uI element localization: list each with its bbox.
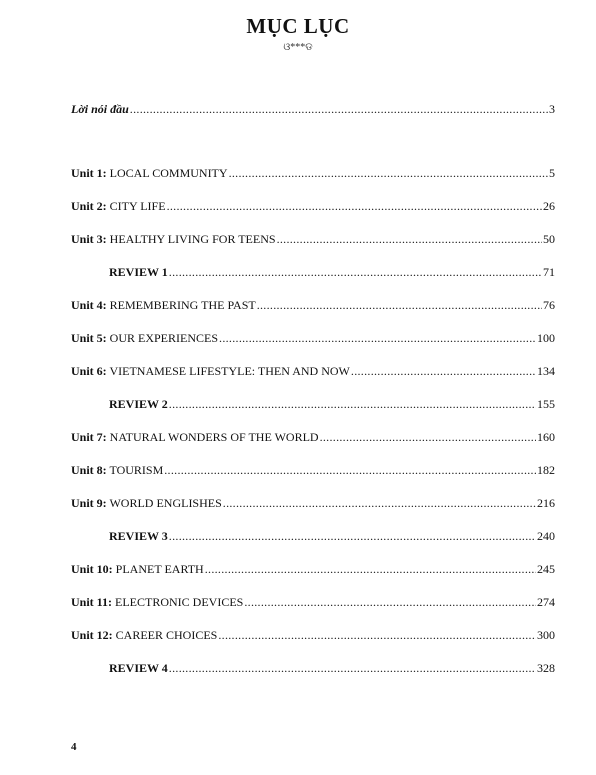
dot-leader — [244, 595, 536, 610]
toc-entry-review-1 — [71, 265, 555, 298]
toc-label: Unit 4: — [71, 298, 107, 312]
toc-page-number: 76 — [543, 298, 555, 312]
toc-label: Unit 10: — [71, 562, 113, 576]
toc-entry-unit-5 — [71, 331, 555, 364]
toc-title: ELECTRONIC DEVICES — [112, 595, 244, 609]
toc-title: OUR EXPERIENCES — [106, 331, 219, 345]
dot-leader — [219, 331, 536, 346]
dot-leader — [218, 628, 536, 643]
toc-entry-unit-3 — [71, 232, 555, 265]
toc-label: REVIEW 1 — [109, 265, 168, 279]
dot-leader — [169, 661, 536, 676]
toc-entry-unit-4 — [71, 298, 555, 331]
toc-title: TOURISM — [106, 463, 164, 477]
toc-page-number: 240 — [537, 529, 555, 543]
toc-title: NATURAL WONDERS OF THE WORLD — [106, 430, 319, 444]
toc-title: HEALTHY LIVING FOR TEENS — [106, 232, 276, 246]
title-ornament: ଓ***ଡ — [283, 42, 313, 53]
dot-leader — [130, 102, 548, 117]
toc-page-number: 100 — [537, 331, 555, 345]
toc-entry-unit-10 — [71, 562, 555, 595]
toc-page-number: 50 — [543, 232, 555, 246]
toc-label: REVIEW 2 — [109, 397, 168, 411]
dot-leader — [351, 364, 536, 379]
toc-title: PLANET EARTH — [112, 562, 204, 576]
toc-page-number: 3 — [549, 102, 555, 116]
toc-page-number: 300 — [537, 628, 555, 642]
toc-label: Lời nói đầu — [71, 102, 129, 116]
toc-page-number: 182 — [537, 463, 555, 477]
dot-leader — [320, 430, 536, 445]
toc-page-number: 216 — [537, 496, 555, 510]
toc-title: WORLD ENGLISHES — [106, 496, 222, 510]
dot-leader — [167, 199, 542, 214]
dot-leader — [277, 232, 542, 247]
toc-label: REVIEW 4 — [109, 661, 168, 675]
toc-label: Unit 12: — [71, 628, 113, 642]
toc-label: Unit 3: — [71, 232, 107, 246]
toc-title: REMEMBERING THE PAST — [106, 298, 256, 312]
toc-label: REVIEW 3 — [109, 529, 168, 543]
dot-leader — [229, 166, 548, 181]
toc-entry-unit-7 — [71, 430, 555, 463]
dot-leader — [257, 298, 542, 313]
toc-label: Unit 11: — [71, 595, 113, 609]
toc-label: Unit 1: — [71, 166, 107, 180]
page-folio-number: 4 — [71, 741, 77, 753]
toc-entry-unit-9 — [71, 496, 555, 529]
toc-label: Unit 6: — [71, 364, 107, 378]
toc-entry-review-4 — [71, 661, 555, 694]
toc-entry-unit-12 — [71, 628, 555, 661]
page-title: MỤC LỤC — [246, 14, 350, 38]
dot-leader — [223, 496, 536, 511]
toc-label: Unit 2: — [71, 199, 107, 213]
toc-page-number: 328 — [537, 661, 555, 675]
toc-label: Unit 8: — [71, 463, 107, 477]
dot-leader — [169, 265, 542, 280]
toc-entry-review-3 — [71, 529, 555, 562]
toc-page-number: 26 — [543, 199, 555, 213]
toc-entry-unit-1 — [71, 166, 555, 199]
toc-page-number: 245 — [537, 562, 555, 576]
dot-leader — [169, 397, 536, 412]
toc-label: Unit 7: — [71, 430, 107, 444]
toc-page-number: 71 — [543, 265, 555, 279]
toc-label: Unit 9: — [71, 496, 107, 510]
toc-entry-unit-11 — [71, 595, 555, 628]
toc-entry-preface — [71, 102, 555, 166]
toc-entry-review-2 — [71, 397, 555, 430]
toc-title: VIETNAMESE LIFESTYLE: THEN AND NOW — [106, 364, 350, 378]
toc-page-number: 155 — [537, 397, 555, 411]
toc-page-number: 5 — [549, 166, 555, 180]
toc-page-number: 160 — [537, 430, 555, 444]
toc-entry-unit-8 — [71, 463, 555, 496]
toc-title: CITY LIFE — [106, 199, 166, 213]
dot-leader — [169, 529, 536, 544]
dot-leader — [205, 562, 536, 577]
toc-title: LOCAL COMMUNITY — [106, 166, 228, 180]
toc-page-number: 134 — [537, 364, 555, 378]
dot-leader — [164, 463, 536, 478]
table-of-contents — [71, 102, 555, 694]
toc-title: CAREER CHOICES — [112, 628, 218, 642]
toc-page-number: 274 — [537, 595, 555, 609]
toc-entry-unit-2 — [71, 199, 555, 232]
toc-label: Unit 5: — [71, 331, 107, 345]
toc-entry-unit-6 — [71, 364, 555, 397]
